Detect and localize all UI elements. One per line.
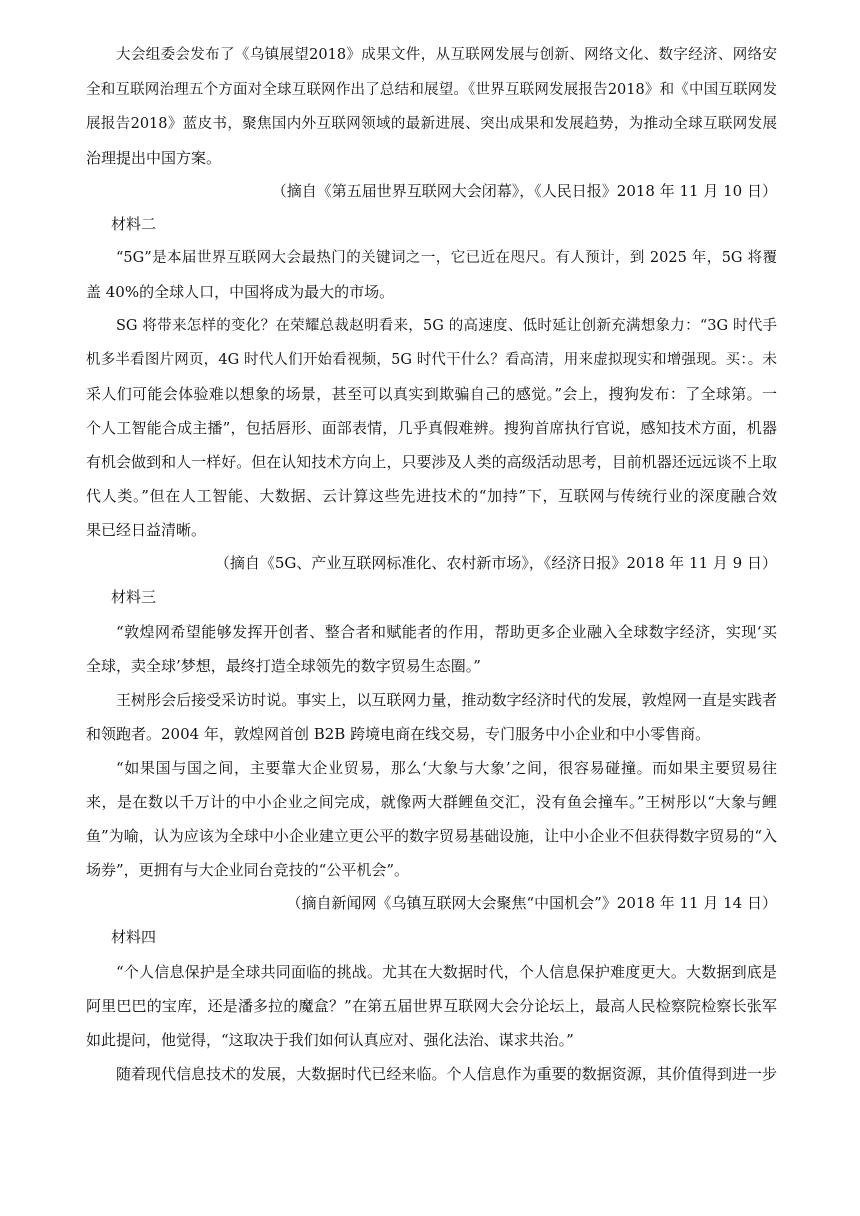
paragraph-line: 如此提问，他觉得，“这取决于我们如何认真应对、强化法治、谋求共治。”	[86, 1031, 574, 1049]
section-heading: 材料四	[111, 928, 157, 946]
paragraph-line: 阿里巴巴的宝库，还是潘多拉的魔盒？”在第五届世界互联网大会分论坛上，最高人民检察院检察长张军	[86, 997, 777, 1015]
paragraph-line: 盖 40%的全球人口，中国将成为最大的市场。	[86, 283, 395, 301]
section-heading: 材料三	[111, 588, 157, 606]
paragraph-line: 展报告2018》蓝皮书，聚焦国内外互联网领域的最新进展、突出成果和发展趋势，为推动全球互联网发展	[86, 116, 777, 132]
paragraph-line: 鱼”为喻，认为应该为全球中小企业建立更公平的数字贸易基础设施，让中小企业不但获得数字贸易的“入	[86, 827, 777, 845]
paragraph-line: “敦煌网希望能够发挥开创者、整合者和赋能者的作用，帮助更多企业融入全球数字经济，实现‘买	[116, 623, 777, 641]
paragraph-line: 代人类。”但在人工智能、大数据、云计算这些先进技术的“加持”下，互联网与传统行业的深度融合效	[86, 487, 777, 505]
paragraph-line: 王树彤会后接受采访时说。事实上，以互联网力量，推动数字经济时代的发展，敦煌网一直是实践者	[116, 691, 777, 709]
paragraph-line: 治理提出中国方案。	[86, 149, 222, 167]
paragraph-line: 果已经日益清晰。	[86, 521, 207, 539]
paragraph-line: 场券”，更拥有与大企业同台竞技的“公平机会”。	[86, 861, 410, 879]
paragraph-line: 有机会做到和人一样好。但在认知技术方向上，只要涉及人类的高级活动思考，目前机器还远远谈不上取	[86, 453, 777, 471]
paragraph-line: 随着现代信息技术的发展，大数据时代已经来临。个人信息作为重要的数据资源，其价值得到进一步	[116, 1065, 777, 1083]
paragraph-line: 来，是在数以千万计的中小企业之间完成，就像两大群鲤鱼交汇，没有鱼会撞车。”王树彤以“大象与鲤	[86, 793, 777, 811]
paragraph-line: 机多半看图片网页，4G 时代人们开始看视频，5G 时代干什么？看高清，用来虚拟现实和增强现。买：。未	[86, 352, 777, 368]
paragraph-line: 采人们可能会体验难以想象的场景，甚至可以真实到欺骗自己的感觉。”会上，搜狗发布：了全球第。一	[86, 385, 777, 403]
paragraph-line: “如果国与国之间，主要靠大企业贸易，那么‘大象与大象’之间，很容易碰撞。而如果主要贸易往	[116, 759, 777, 777]
paragraph-line: 大会组委会发布了《乌镇展望2018》成果文件，从互联网发展与创新、网络文化、数字经济、网络安	[116, 47, 777, 63]
paragraph-line: “个人信息保护是全球共同面临的挑战。尤其在大数据时代，个人信息保护难度更大。大数据到底是	[116, 963, 777, 981]
paragraph-line: 个人工智能合成主播”，包括唇形、面部表情，几乎真假难辨。搜狗首席执行官说，感知技术方面，机器	[86, 419, 777, 437]
paragraph-line: 全和互联网治理五个方面对全球互联网作出了总结和展望。《世界互联网发展报告2018》和《中国互联网发	[86, 82, 777, 98]
paragraph-line: SG 将带来怎样的变化？在荣耀总裁赵明看来，5G 的高速度、低时延让创新充满想象力：“3G 时代手	[116, 318, 777, 334]
source-citation: （摘自《第五届世界互联网大会闭幕》，《人民日报》2018 年 11 月 10 日）	[271, 182, 777, 200]
source-citation: （摘自《5G、产业互联网标准化、农村新市场》，《经济日报》2018 年 11 月 9 日）	[214, 554, 777, 572]
paragraph-line: 和领跑者。2004 年，敦煌网首创 B2B 跨境电商在线交易，专门服务中小企业和中小零售商。	[86, 725, 711, 743]
source-citation: （摘自新闻网《乌镇互联网大会聚焦“中国机会”》2018 年 11 月 14 日）	[286, 894, 777, 912]
paragraph-line: 全球，卖全球’梦想，最终打造全球领先的数字贸易生态圈。”	[86, 657, 481, 675]
section-heading: 材料二	[111, 215, 157, 233]
paragraph-line: “5G”是本届世界互联网大会最热门的关键词之一，它已近在咫尺。有人预计，到 2025 年，5G 将覆	[116, 250, 777, 266]
